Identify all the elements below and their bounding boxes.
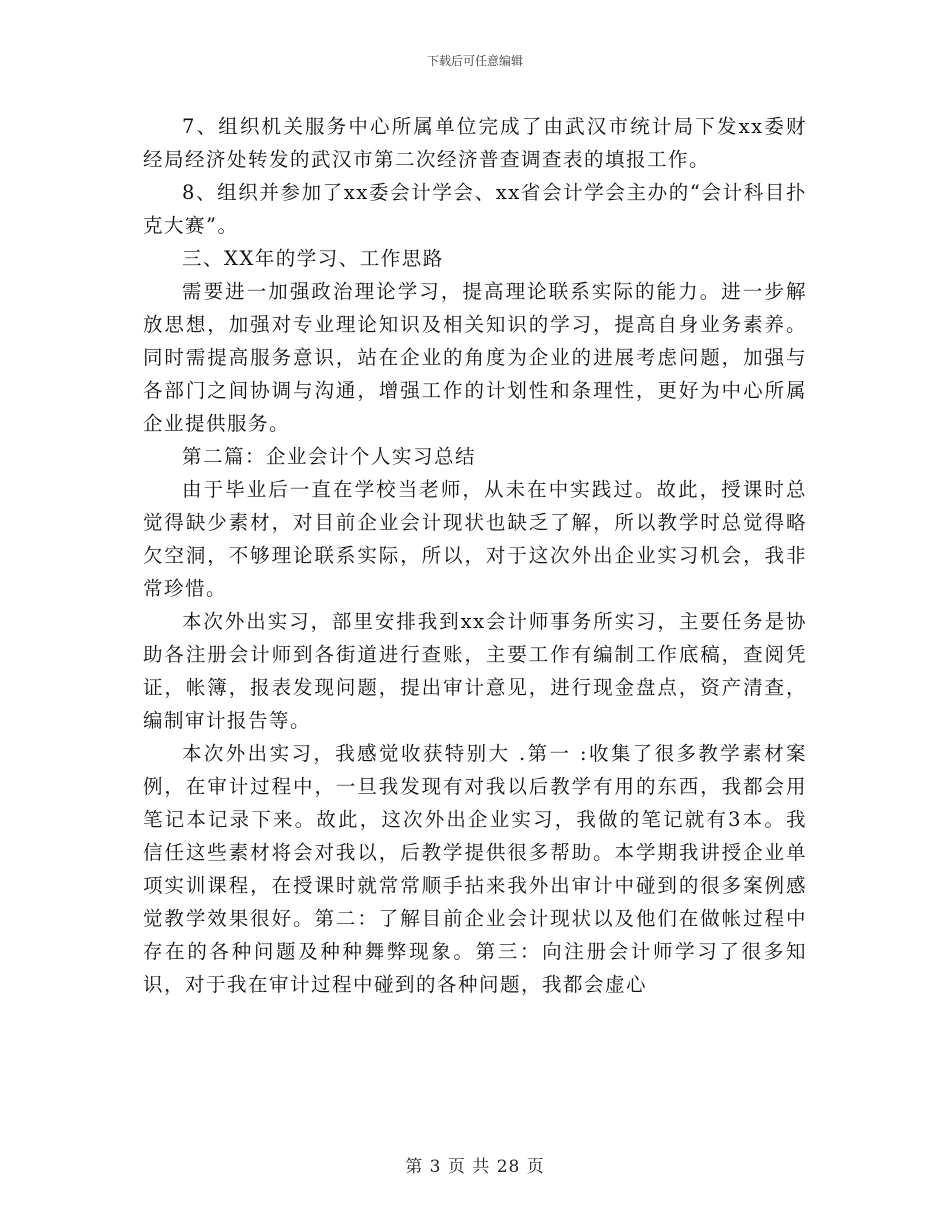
paragraph: 需要进一加强政治理论学习，提高理论联系实际的能力。进一步解放思想，加强对专业理论知识及相关知识的学习，提高自身业务素养。同时需提高服务意识，站在企业的角度为企业的进展考虑问题，加强与各部门之间协调与沟通，增强工作的计划性和条理性，更好为中心所属企业提供服务。: [143, 280, 807, 435]
chapter-heading: 第二篇：企业会计个人实习总结: [182, 445, 477, 468]
document-body: [143, 110, 807, 1001]
paragraph: 7、组织机关服务中心所属单位完成了由武汉市统计局下发xx委财经局经济处转发的武汉市第二次经济普查调查表的填报工作。: [143, 115, 807, 171]
section-heading: 三、XX年的学习、工作思路: [182, 247, 444, 270]
page-number-footer: 第 3 页 共 28 页: [405, 1157, 545, 1177]
paragraph: 由于毕业后一直在学校当老师，从未在中实践过。故此，授课时总觉得缺少素材，对目前企业会计现状也缺乏了解，所以教学时总觉得略欠空洞，不够理论联系实际，所以，对于这次外出企业实习机会，我非常珍惜。: [143, 478, 807, 600]
paragraph: 8、组织并参加了xx委会计学会、xx省会计学会主办的“会计科目扑克大赛”。: [143, 181, 807, 237]
page-header: 下载后可任意编辑: [426, 54, 523, 68]
paragraph: 本次外出实习，我感觉收获特别大 .第一 :收集了很多教学素材案例，在审计过程中，一旦我发现有对我以后教学有用的东西，我都会用笔记本记录下来。故此，这次外出企业实习，我做的笔记就有3本。我信任这些素材将会对我以，后教学提供很多帮助。本学期我讲授企业单项实训课程，在授课时就常常顺手拈来我外出审计中碰到的很多案例感觉教学效果很好。第二：了解目前企业会计现状以及他们在做帐过程中存在的各种问题及种种舞弊现象。第三：向注册会计师学习了很多知识，对于我在审计过程中碰到的各种问题，我都会虚心: [143, 742, 807, 996]
paragraph: 本次外出实习，部里安排我到xx会计师事务所实习，主要任务是协助各注册会计师到各街道进行查账，主要工作有编制工作底稿，查阅凭证，帐簿，报表发现问题，提出审计意见，进行现金盘点，资产清查，编制审计报告等。: [143, 610, 807, 732]
